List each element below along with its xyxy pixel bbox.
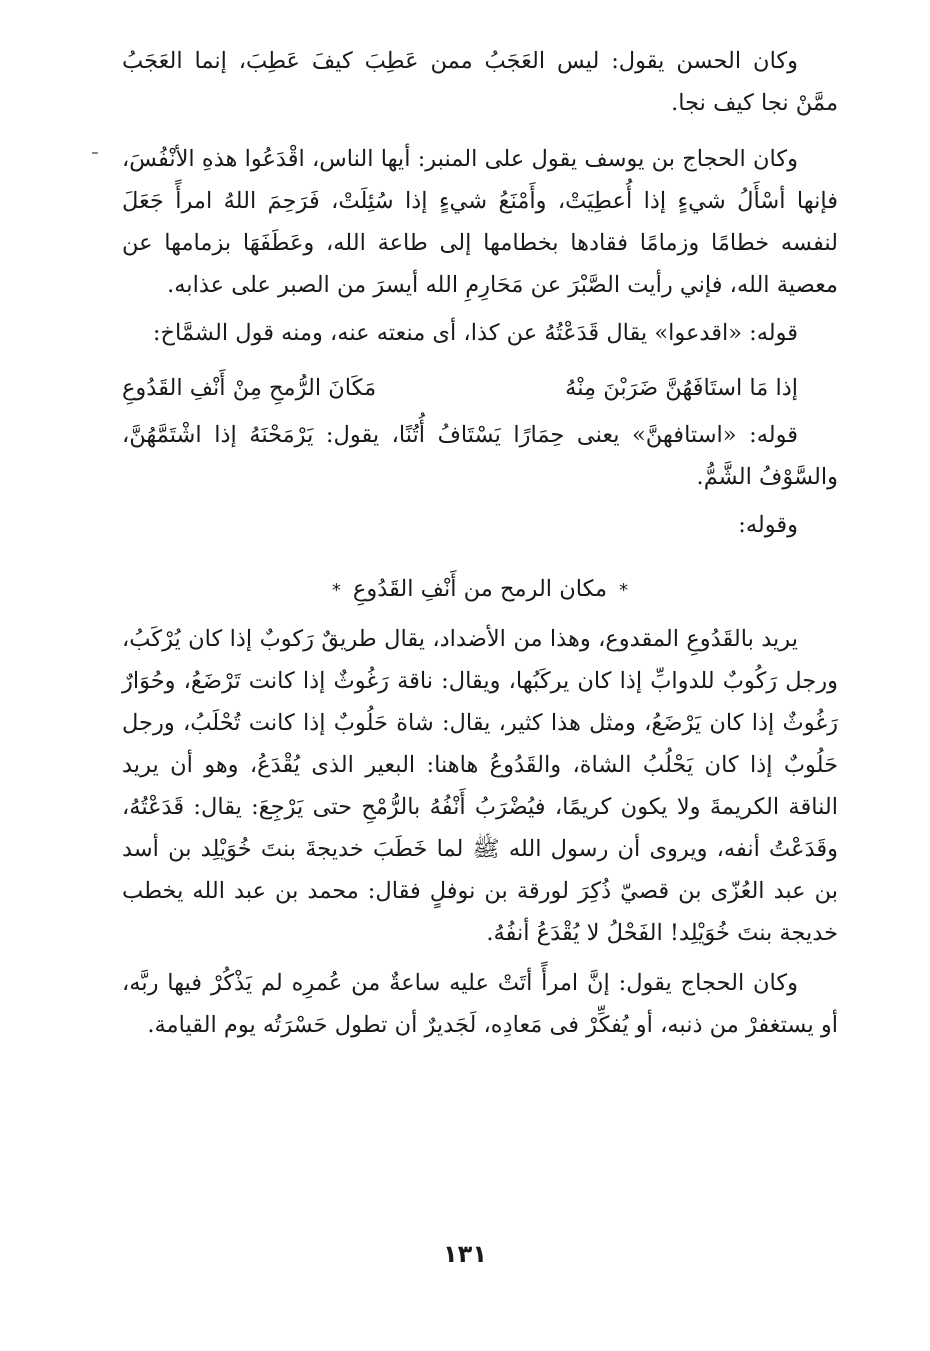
verse-first-hemistich: إذا مَا استَافَهُنَّ ضَرَبْنَ مِنْهُ — [565, 375, 798, 401]
paragraph-hasan: وكان الحسن يقول: ليس العَجَبُ ممن عَطِبَ كيفَ عَطِبَ، إنما العَجَبُ ممَّنْ نجا كيف نجا. — [122, 48, 838, 116]
verse-second-hemistich: مَكَانَ الرُّمحِ مِنْ أَنْفِ القَدُوعِ — [122, 375, 377, 401]
paragraph-hajjaj-saying: وكان الحجاج يقول: إنَّ امرأً أتَتْ عليه ساعةٌ من عُمرِه لم يَذْكُرْ فيها ربَّه، أو يستغفرْ من ذنبه، أو يُفكِّرْ فى مَعادِه، لَجَديرٌ أن تطول حَسْرَتُه يوم القيامة. — [122, 970, 838, 1038]
page-number: ١٣١ — [443, 1240, 487, 1268]
poetry-verse — [122, 367, 838, 409]
paragraph-istafahunna-note: قوله: «استافهنَّ» يعنى حِمَارًا يَسْتَافُ أُتُنًا، يقول: يَرْمَحْنَهُ إذا اشْتَمَّهُنَّ، والسَّوْفُ الشَّمُّ. — [122, 422, 838, 490]
paragraph-hajjaj-sermon: وكان الحجاج بن يوسف يقول على المنبر: أيها الناس، اقْدَعُوا هذهِ الأنْفُسَ، فإنها أسْأَلُ شيءٍ إذا أُعطِيَتْ، وأَمْنَعُ شيءٍ إذا سُئِلَتْ، فَرَحِمَ اللهُ امرأً جَعَلَ لنفسه خطامًا وزمامًا فقادها بخطامها إلى طاعة الله، وعَطَفَهَا بزمامها عن معصية الله، فإني رأيت الصَّبْرَ عن مَحَارِمِ الله أيسرَ من الصبر على عذابه. — [122, 146, 838, 298]
star-ornament-left: * — [331, 580, 341, 601]
quoted-hemistich — [122, 568, 838, 612]
margin-mark — [92, 152, 98, 154]
quoted-text: مكان الرمح من أَنْفِ القَدُوعِ — [352, 576, 608, 602]
text-block-top — [122, 40, 838, 354]
text-block-middle — [122, 414, 838, 546]
paragraph-qadou-explanation: يريد بالقَدُوعِ المقدوع، وهذا من الأضداد، يقال طريقٌ رَكوبٌ إذا كان يُرْكَبُ، ورجل رَكُوبٌ للدوابِّ إذا كان يركَبُها، ويقال: ناقة رَغُوثٌ إذا كانت تَرْضَعُ، وحُوَارٌ رَغُوثٌ إذا كان يَرْضَعُ، ومثل هذا كثير، يقال: شاة حَلُوبٌ إذا كانت تُحْلَبُ، ورجل حَلُوبٌ إذا كان يَحْلُبُ الشاة، والقَدُوعُ هاهنا: البعير الذى يُقْدَعُ، وهو أن يريد الناقة الكريمةَ ولا يكون كريمًا، فيُضْرَبُ أَنْفُهُ بالرُّمْحِ حتى يَرْجِعَ: يقال: قَدَعْتُهُ، وقَدَعْتُ أنفه، ويروى أن رسول الله ﷺ لما خَطَبَ خديجةَ بنتَ خُوَيْلِد بن أسد بن عبد العُزّى بن قصيّ ذُكِرَ لورقة بن نوفلٍ فقال: محمد بن عبد الله يخطب خديجة بنتَ خُوَيْلِد! الفَحْلُ لا يُقْدَعُ أنفُهُ. — [122, 626, 838, 946]
star-ornament-right: * — [619, 580, 629, 601]
paragraph-wa-qawluhu: وقوله: — [738, 512, 798, 538]
paragraph-iqdaou-note: قوله: «اقدعوا» يقال قَدَعْتُهُ عن كذا، أى منعته عنه، ومنه قول الشمَّاخ: — [152, 320, 798, 346]
text-block-bottom — [122, 618, 838, 1046]
